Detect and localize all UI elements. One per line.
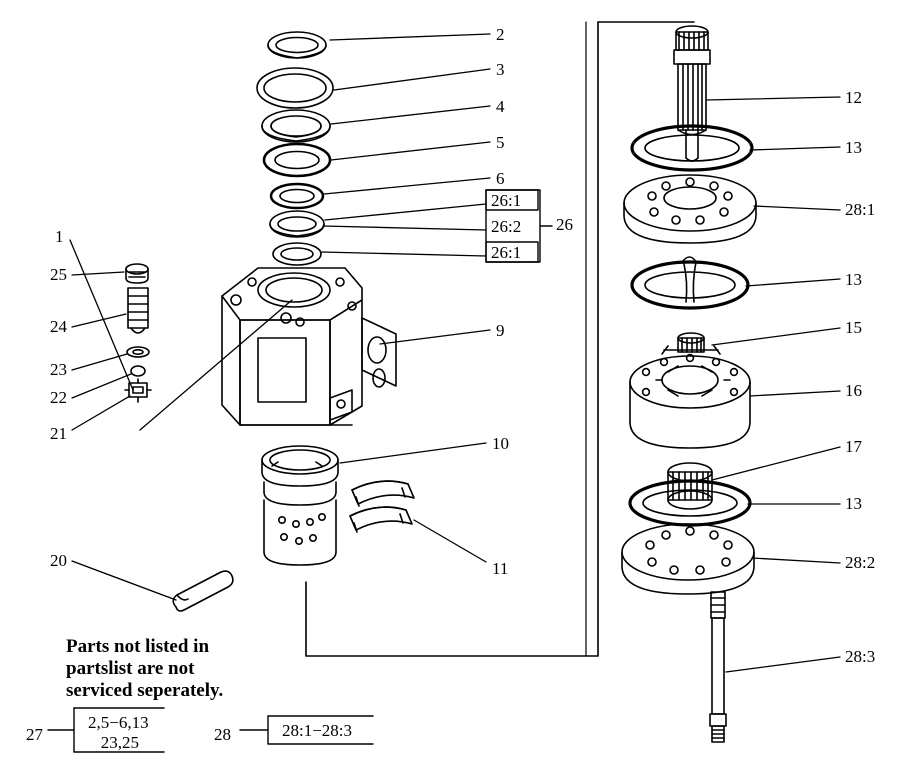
part-20-dowel-pin — [173, 571, 233, 611]
callout-25: 25 — [50, 265, 67, 284]
callout-13-c: 13 — [845, 494, 862, 513]
part-13-oring-middle — [632, 257, 748, 308]
legend-27-line-1: 2,5−6,13 — [88, 713, 149, 732]
callout-13-a: 13 — [845, 138, 862, 157]
part-2-seal — [268, 32, 326, 58]
part-12-shaft — [674, 26, 710, 161]
callout-1: 1 — [55, 227, 64, 246]
part-10-valve-sleeve — [262, 446, 338, 565]
part-21-fitting — [125, 379, 151, 402]
callout-3: 3 — [496, 60, 505, 79]
part-26-seal-kit — [270, 211, 324, 265]
callout-20: 20 — [50, 551, 67, 570]
callout-4: 4 — [496, 97, 505, 116]
part-23-washer — [127, 347, 149, 357]
legend-27-number: 27 — [26, 725, 43, 744]
part-4-seal — [262, 110, 330, 142]
part-6-oring — [271, 184, 323, 208]
callout-6: 6 — [496, 169, 505, 188]
part-3-oring — [257, 68, 333, 108]
callout-23: 23 — [50, 360, 67, 379]
legend-28-number: 28 — [214, 725, 231, 744]
part-28-1-end-plate — [624, 175, 756, 243]
part-28-3-bolt — [710, 592, 726, 742]
callout-9: 9 — [496, 321, 505, 340]
callout-21: 21 — [50, 424, 67, 443]
callout-15: 15 — [845, 318, 862, 337]
callout-26: 26 — [556, 215, 573, 234]
note-line-2: partslist are not — [66, 658, 195, 679]
part-9-housing — [222, 268, 396, 425]
part-24-spring-cartridge — [128, 288, 148, 333]
part-13-oring-upper — [632, 126, 752, 170]
part-17-spline-gear — [668, 463, 712, 509]
callout-11: 11 — [492, 559, 509, 578]
part-13-oring-lower — [630, 481, 750, 525]
callout-28-1: 28:1 — [845, 200, 876, 219]
callout-26-1-lower: 26:1 — [491, 243, 522, 262]
part-16-gerotor — [630, 355, 750, 448]
callout-16: 16 — [845, 381, 862, 400]
callout-28-2: 28:2 — [845, 553, 876, 572]
callout-26-2: 26:2 — [491, 217, 522, 236]
callout-10: 10 — [492, 434, 509, 453]
callout-13-b: 13 — [845, 270, 862, 289]
callout-26-1-upper: 26:1 — [491, 191, 522, 210]
callout-22: 22 — [50, 388, 67, 407]
callout-24: 24 — [50, 317, 67, 336]
part-28-2-end-cap — [622, 524, 754, 594]
callout-17: 17 — [845, 437, 862, 456]
callout-5: 5 — [496, 133, 505, 152]
legend-28-line-1: 28:1−28:3 — [282, 721, 353, 740]
note-line-3: serviced seperately. — [66, 680, 224, 701]
part-25-plug — [126, 264, 148, 283]
legend-27-line-2: 23,25 — [88, 733, 139, 752]
part-15-coupling — [662, 333, 720, 354]
part-22-oring — [131, 366, 145, 376]
callout-28-3: 28:3 — [845, 647, 876, 666]
part-5-oring — [264, 144, 330, 176]
callout-12: 12 — [845, 88, 862, 107]
note-line-1: Parts not listed in — [66, 636, 210, 657]
part-11-bearing-shoes — [350, 481, 414, 532]
callout-2: 2 — [496, 25, 505, 44]
